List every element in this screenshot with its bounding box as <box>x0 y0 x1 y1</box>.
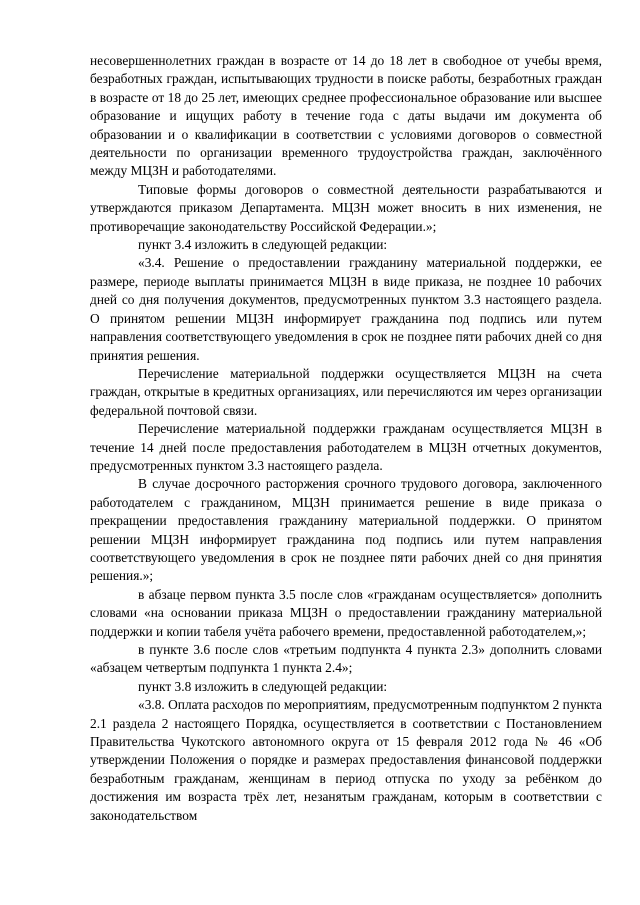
paragraph: Перечисление материальной поддержки осуществляется МЦЗН на счета граждан, открытые в кредитных организациях, или перечисляются им через организации федеральной почтовой связи. <box>90 365 602 418</box>
paragraph: «3.8. Оплата расходов по мероприятиям, предусмотренным подпунктом 2 пункта 2.1 раздела 2 настоящего Порядка, осуществляется в соответствии с Постановлением Правительства Чукотского автономного округа от 15 февраля 2012 года № 46 «Об утверждении Положения о порядке и размерах предоставления финансовой поддержки безработным гражданам, женщинам в период отпуска по уходу за ребёнком до достижения им возраста трёх лет, незанятым гражданам, которым в соответствии с законодательством <box>90 697 602 823</box>
paragraph: пункт 3.8 изложить в следующей редакции: <box>138 678 388 694</box>
paragraph: «3.4. Решение о предоставлении гражданину материальной поддержки, ее размере, периоде выплаты принимается МЦЗН в виде приказа, не позднее 10 рабочих дней со дня получения документов, предусмотренных пунктом 3.3 настоящего раздела. О принятом решении МЦЗН информирует гражданина под подпись или путем направления соответствующего уведомления в срок не позднее пяти рабочих дней со дня принятия решения. <box>90 255 602 363</box>
paragraph: пункт 3.4 изложить в следующей редакции: <box>138 237 388 253</box>
paragraph: в пункте 3.6 после слов «третьим подпункта 4 пункта 2.3» дополнить словами «абзацем четвертым подпункта 1 пункта 2.4»; <box>90 642 602 676</box>
paragraph: Типовые формы договоров о совместной деятельности разрабатываются и утверждаются приказом Департамента. МЦЗН может вносить в них изменения, не противоречащие законодательству Российской Федерации.»; <box>90 181 602 234</box>
paragraph: В случае досрочного расторжения срочного трудового договора, заключенного работодателем с гражданином, МЦЗН принимается решение в виде приказа о прекращении предоставления гражданину материальной поддержки. О принятом решении МЦЗН информирует гражданина под подпись или путем направления соответствующего уведомления в срок не позднее пяти рабочих дней со дня принятия решения.»; <box>90 476 602 584</box>
paragraph: в абзаце первом пункта 3.5 после слов «гражданам осуществляется» дополнить словами «на основании приказа МЦЗН о предоставлении гражданину материальной поддержки и копии табеля учёта рабочего времени, предоставленной работодателем,»; <box>90 586 602 639</box>
document-page <box>90 52 602 825</box>
paragraph: несовершеннолетних граждан в возрасте от 14 до 18 лет в свободное от учебы время, безработных граждан, испытывающих трудности в поиске работы, безработных граждан в возрасте от 18 до 25 лет, имеющих среднее профессиональное образование или высшее образование и ищущих работу в течение года с даты выдачи им документа об образовании и о квалификации в соответствии с условиями договоров о совместной деятельности по организации временного трудоустройства граждан, заключённого между МЦЗН и работодателями. <box>90 53 602 179</box>
paragraph: Перечисление материальной поддержки гражданам осуществляется МЦЗН в течение 14 дней после предоставления работодателем в МЦЗН отчетных документов, предусмотренных пунктом 3.3 настоящего раздела. <box>90 421 602 473</box>
